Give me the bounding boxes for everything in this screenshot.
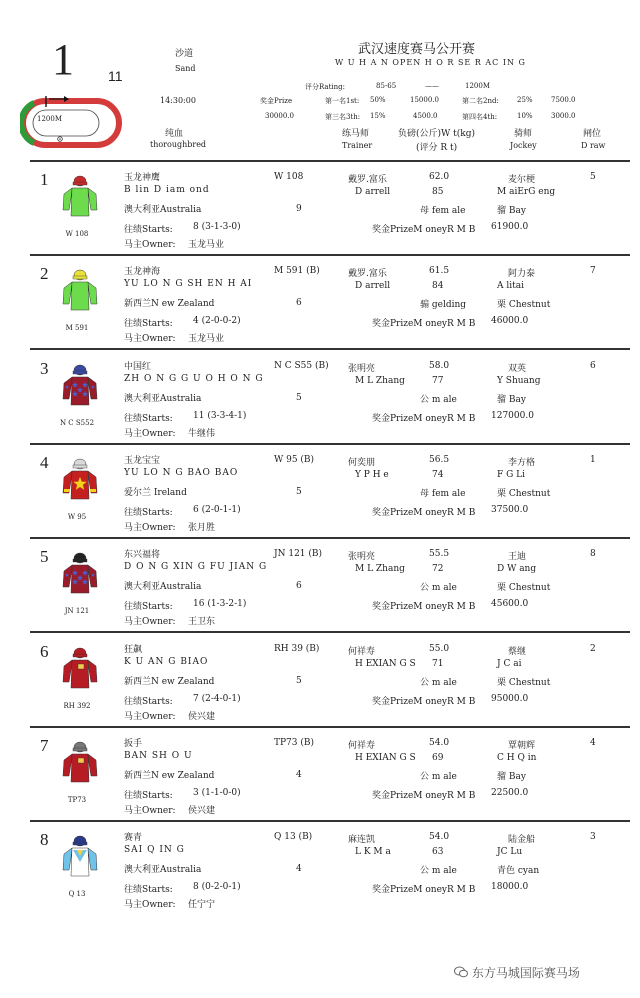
horse-code: N C S55 (B): [274, 360, 329, 371]
weight-kg: 54.0: [429, 832, 450, 843]
place4-amt: 3000.0: [551, 112, 576, 120]
horse-rating: 77: [432, 375, 444, 386]
weight-kg: 55.5: [429, 549, 450, 560]
horse-color: 骝 Bay: [497, 206, 526, 216]
weight-kg: 54.0: [429, 737, 450, 748]
col-weight: 负磅(公斤)W t(kg): [398, 129, 475, 139]
trainer-name-cn: 何祥寿: [348, 740, 376, 751]
horse-name-cn: 扳手: [124, 738, 143, 749]
trainer-name-en: D arrell: [355, 281, 391, 292]
owner-label: 马主Owner:: [124, 805, 176, 816]
horse-rating: 84: [432, 281, 444, 292]
horse-color: 栗 Chestnut: [497, 488, 551, 499]
starts-record: 8 (0-2-0-1): [193, 882, 241, 893]
breed-en: thoroughbred: [150, 140, 207, 149]
rating-label: 评分Rating:: [305, 83, 346, 91]
horse-name-cn: 玉龙神鹰: [124, 173, 161, 183]
horse-code-small: N C S552: [59, 418, 95, 427]
horse-name-cn: 玉龙神海: [124, 267, 161, 278]
col-jockey-en: Jockey: [510, 141, 537, 150]
entry-number: 3: [40, 358, 49, 378]
horse-age: 6: [296, 581, 302, 592]
owner-label: 马主Owner:: [124, 522, 176, 533]
jockey-name-cn: 麦尔梗: [508, 175, 536, 185]
horse-code-small: TP73: [67, 795, 87, 804]
entry-number: 1: [40, 170, 49, 189]
col-rating: (评分 R t): [416, 143, 458, 153]
trainer-name-en: Y P H e: [355, 469, 389, 480]
jockey-name-en: JC Lu: [497, 847, 523, 858]
jockey-name-cn: 李方格: [508, 457, 536, 468]
jockey-name-en: Y Shuang: [497, 375, 541, 386]
surface-en: Sand: [175, 64, 196, 73]
jockey-silk-icon: [62, 361, 98, 411]
track-diagram: [20, 92, 122, 148]
owner-label: 马主Owner:: [124, 334, 176, 345]
horse-name-cn: 赛青: [124, 833, 143, 844]
col-trainer-en: Trainer: [342, 141, 373, 150]
rating-dash: ——: [425, 82, 439, 90]
prize-money-value: 22500.0: [491, 787, 529, 798]
horse-age: 6: [296, 298, 302, 309]
place2-label: 第二名2nd:: [462, 97, 499, 105]
place2-pct: 25%: [517, 96, 533, 104]
horse-name-en: B lin D iam ond: [124, 185, 210, 195]
horse-code: JN 121 (B): [274, 549, 323, 560]
jockey-silk-icon: [62, 549, 98, 599]
place1-amt: 15000.0: [410, 96, 439, 104]
trainer-name-cn: 戴罗.富乐: [348, 175, 387, 185]
place3-label: 第三名3th:: [325, 113, 361, 121]
weight-kg: 55.0: [429, 643, 450, 654]
entry-number: 2: [40, 264, 49, 284]
horse-code: RH 39 (B): [274, 643, 320, 654]
horse-color: 骝 Bay: [497, 771, 526, 782]
horse-code: Q 13 (B): [274, 832, 313, 843]
trainer-name-cn: 张明亮: [348, 363, 376, 374]
owner-label: 马主Owner:: [124, 428, 176, 439]
entry-divider: [30, 254, 630, 256]
jockey-name-cn: 王迪: [508, 552, 527, 563]
horse-sex: 骟 gelding: [420, 300, 467, 311]
entry-number: 6: [40, 641, 49, 661]
horse-age: 5: [296, 486, 302, 497]
trainer-name-en: D arrell: [355, 187, 391, 197]
horse-color: 栗 Chestnut: [497, 300, 551, 311]
horse-origin: 澳大利亚Australia: [124, 205, 202, 215]
prize-money-label: 奖金PrizeM oneyR M B: [372, 602, 476, 613]
col-trainer-cn: 练马师: [342, 129, 370, 139]
horse-name-cn: 中国红: [124, 361, 152, 372]
draw-number: 4: [590, 737, 596, 748]
prize-money-label: 奖金PrizeM oneyR M B: [372, 885, 476, 896]
horse-rating: 63: [432, 847, 444, 858]
horse-age: 5: [296, 675, 302, 686]
prize-money-label: 奖金PrizeM oneyR M B: [372, 507, 476, 518]
prize-money-label: 奖金PrizeM oneyR M B: [372, 790, 476, 801]
horse-age: 4: [296, 864, 302, 875]
entry-number: 4: [40, 452, 49, 472]
prize-money-label: 奖金PrizeM oneyR M B: [372, 225, 476, 235]
jockey-name-cn: 阿力泰: [508, 269, 536, 280]
horse-name-en: K U AN G BIAO: [124, 656, 209, 667]
horse-code: M 591 (B): [274, 266, 320, 277]
trainer-name-en: H EXIAN G S: [355, 658, 416, 669]
prize-money-value: 37500.0: [491, 504, 529, 515]
trainer-name-cn: 麻连凯: [348, 835, 376, 846]
horse-name-cn: 玉龙宝宝: [124, 455, 161, 466]
place3-pct: 15%: [370, 112, 386, 120]
race-time: 14:30:00: [160, 96, 196, 105]
horse-name-en: YU LO N G BAO BAO: [124, 467, 239, 478]
col-draw-en: D raw: [581, 141, 606, 150]
starts-record: 8 (3-1-3-0): [193, 222, 241, 232]
horse-code: W 108: [274, 172, 304, 182]
col-jockey-cn: 骑师: [514, 129, 533, 139]
horse-origin: 新西兰N ew Zealand: [124, 299, 215, 310]
starts-label: 往绩Starts:: [124, 507, 173, 518]
jockey-name-cn: 陆金船: [508, 835, 536, 846]
weight-kg: 56.5: [429, 454, 450, 465]
horse-origin: 澳大利亚Australia: [124, 582, 202, 593]
draw-number: 6: [590, 360, 596, 371]
rating-value: 85-65: [376, 82, 397, 90]
entry-row: [0, 830, 640, 924]
jockey-silk-icon: [62, 738, 98, 788]
starts-label: 往绩Starts:: [124, 413, 173, 424]
jockey-name-cn: 蔡继: [508, 646, 527, 657]
horse-origin: 澳大利亚Australia: [124, 393, 202, 404]
horse-origin: 新西兰N ew Zealand: [124, 770, 215, 781]
prize-money-value: 95000.0: [491, 693, 529, 704]
horse-code: TP73 (B): [274, 737, 315, 748]
horse-color: 栗 Chestnut: [497, 583, 551, 594]
jockey-silk-icon: [62, 172, 98, 222]
trainer-name-en: L K M a: [355, 847, 391, 858]
entry-number: 8: [40, 830, 49, 850]
owner-name: 侯兴建: [188, 805, 216, 816]
jockey-name-en: D W ang: [497, 564, 537, 575]
footer-logo: [454, 964, 580, 981]
owner-name: 任宁宁: [188, 900, 216, 911]
trainer-name-cn: 张明亮: [348, 552, 376, 563]
prize-money-label: 奖金PrizeM oneyR M B: [372, 319, 476, 330]
prize-money-label: 奖金PrizeM oneyR M B: [372, 413, 476, 424]
trainer-name-cn: 戴罗.富乐: [348, 269, 387, 280]
weight-kg: 61.5: [429, 266, 450, 277]
place1-label: 第一名1st:: [325, 97, 360, 105]
horse-sex: 公 m ale: [420, 583, 457, 594]
horse-name-en: SAI Q IN G: [124, 845, 185, 856]
horse-code-small: RH 392: [63, 701, 91, 710]
horse-code-small: W 108: [65, 230, 89, 238]
race-title-en: W U H A N OPEN H O R SE R AC IN G: [335, 58, 526, 67]
prize-money-value: 46000.0: [491, 316, 529, 327]
place3-amt: 4500.0: [413, 112, 438, 120]
entry-row: [0, 736, 640, 830]
horse-code-small: W 95: [67, 512, 87, 521]
horse-code-small: Q 13: [68, 890, 86, 899]
starts-record: 11 (3-3-4-1): [193, 410, 247, 421]
jockey-name-en: A litai: [497, 281, 524, 292]
race-number: 1: [52, 35, 74, 84]
horse-name-cn: 狂飙: [124, 644, 143, 655]
horse-code: W 95 (B): [274, 454, 315, 465]
starts-label: 往绩Starts:: [124, 885, 173, 896]
owner-label: 马主Owner:: [124, 617, 176, 628]
trainer-name-cn: 何祥寿: [348, 646, 376, 657]
horse-color: 青色 cyan: [497, 866, 540, 877]
prize-total: 30000.0: [265, 112, 294, 120]
horse-color: 栗 Chestnut: [497, 677, 551, 688]
starts-record: 4 (2-0-0-2): [193, 316, 241, 327]
entry-row: [0, 359, 640, 453]
footer-logo-text: 东方马城国际赛马场: [471, 966, 580, 980]
horse-sex: 公 m ale: [420, 771, 457, 782]
place1-pct: 50%: [370, 96, 386, 104]
draw-number: 5: [590, 172, 596, 182]
entry-row: [0, 170, 640, 264]
prize-money-value: 127000.0: [491, 410, 534, 421]
trainer-name-en: H EXIAN G S: [355, 752, 416, 763]
horse-color: 骝 Bay: [497, 394, 526, 405]
col-draw-cn: 闸位: [583, 129, 602, 139]
horse-name-cn: 东兴福将: [124, 550, 161, 561]
prize-money-label: 奖金PrizeM oneyR M B: [372, 696, 476, 707]
draw-number: 7: [590, 266, 596, 277]
place2-amt: 7500.0: [551, 96, 576, 104]
race-sub-number: 11: [108, 68, 123, 84]
jockey-silk-icon: [62, 266, 98, 316]
starts-record: 7 (2-4-0-1): [193, 693, 241, 704]
starts-label: 往绩Starts:: [124, 696, 173, 707]
horse-name-en: ZH O N G G U O H O N G: [124, 373, 264, 384]
horse-rating: 71: [432, 658, 444, 669]
weight-kg: 62.0: [429, 172, 450, 182]
jockey-silk-icon: [62, 832, 98, 882]
owner-label: 马主Owner:: [124, 711, 176, 722]
jockey-name-en: C H Q in: [497, 752, 537, 763]
jockey-silk-icon: [62, 455, 98, 505]
horse-rating: 72: [432, 564, 444, 575]
horse-age: 9: [296, 204, 302, 214]
owner-name: 玉龙马业: [188, 240, 225, 250]
horse-sex: 公 m ale: [420, 394, 457, 405]
horse-rating: 74: [432, 469, 444, 480]
jockey-name-cn: 双英: [508, 363, 527, 374]
prize-money-value: 45600.0: [491, 599, 529, 610]
surface-cn: 沙道: [175, 49, 194, 59]
entry-divider: [30, 820, 630, 822]
prize-label: 奖金Prize: [260, 97, 293, 105]
owner-name: 侯兴建: [188, 711, 216, 722]
owner-name: 牛继伟: [188, 428, 216, 439]
horse-code-small: M 591: [65, 324, 89, 333]
entry-row: [0, 547, 640, 641]
jockey-silk-icon: [62, 644, 98, 694]
owner-name: 玉龙马业: [188, 334, 225, 345]
horse-sex: 公 m ale: [420, 677, 457, 688]
starts-record: 3 (1-1-0-0): [193, 787, 241, 798]
jockey-name-en: M aiErG eng: [497, 187, 556, 197]
trainer-name-en: M L Zhang: [355, 564, 405, 575]
prize-money-value: 18000.0: [491, 882, 529, 893]
entry-row: [0, 264, 640, 358]
horse-rating: 69: [432, 752, 444, 763]
starts-record: 16 (1-3-2-1): [193, 599, 247, 610]
jockey-name-en: J C ai: [497, 658, 522, 669]
jockey-name-en: F G Li: [497, 469, 526, 480]
starts-label: 往绩Starts:: [124, 319, 173, 330]
owner-label: 马主Owner:: [124, 240, 176, 250]
horse-origin: 澳大利亚Australia: [124, 865, 202, 876]
entry-row: [0, 453, 640, 547]
horse-age: 5: [296, 392, 302, 403]
jockey-name-cn: 覃朝辉: [508, 740, 536, 751]
entry-number: 5: [40, 547, 49, 567]
starts-label: 往绩Starts:: [124, 225, 173, 235]
entry-number: 7: [40, 735, 49, 755]
owner-name: 张月胜: [188, 522, 216, 533]
horse-age: 4: [296, 769, 302, 780]
owner-name: 王卫东: [188, 617, 216, 628]
horse-origin: 爱尔兰 Ireland: [124, 487, 187, 498]
starts-label: 往绩Starts:: [124, 602, 173, 613]
draw-number: 3: [590, 832, 596, 843]
race-title-cn: 武汉速度赛马公开赛: [358, 42, 476, 57]
horse-name-en: YU LO N G SH EN H AI: [124, 279, 253, 290]
owner-label: 马主Owner:: [124, 900, 176, 911]
entry-divider: [30, 443, 630, 445]
horse-sex: 母 fem ale: [420, 488, 466, 499]
horse-name-en: BAN SH O U: [124, 750, 193, 761]
header-divider: [30, 160, 630, 162]
horse-sex: 公 m ale: [420, 866, 457, 877]
horse-sex: 母 fem ale: [420, 206, 466, 216]
distance-badge: 1200M: [37, 115, 62, 123]
wechat-icon: [454, 966, 472, 980]
starts-record: 6 (2-0-1-1): [193, 504, 241, 515]
horse-code-small: JN 121: [64, 607, 90, 616]
breed-cn: 纯血: [165, 129, 184, 139]
place4-label: 第四名4th:: [462, 113, 498, 121]
race-distance: 1200M: [465, 82, 490, 90]
draw-number: 2: [590, 643, 596, 654]
horse-rating: 85: [432, 187, 444, 197]
entry-divider: [30, 726, 630, 728]
entry-divider: [30, 537, 630, 539]
starts-label: 往绩Starts:: [124, 790, 173, 801]
entry-divider: [30, 631, 630, 633]
horse-origin: 新西兰N ew Zealand: [124, 676, 215, 687]
draw-number: 8: [590, 549, 596, 560]
draw-number: 1: [590, 454, 596, 465]
place4-pct: 10%: [517, 112, 533, 120]
entry-row: [0, 642, 640, 736]
trainer-name-en: M L Zhang: [355, 375, 405, 386]
prize-money-value: 61900.0: [491, 222, 529, 232]
entry-divider: [30, 348, 630, 350]
weight-kg: 58.0: [429, 360, 450, 371]
horse-name-en: D O N G XIN G FU JIAN G: [124, 562, 268, 573]
trainer-name-cn: 何奕朋: [348, 457, 376, 468]
